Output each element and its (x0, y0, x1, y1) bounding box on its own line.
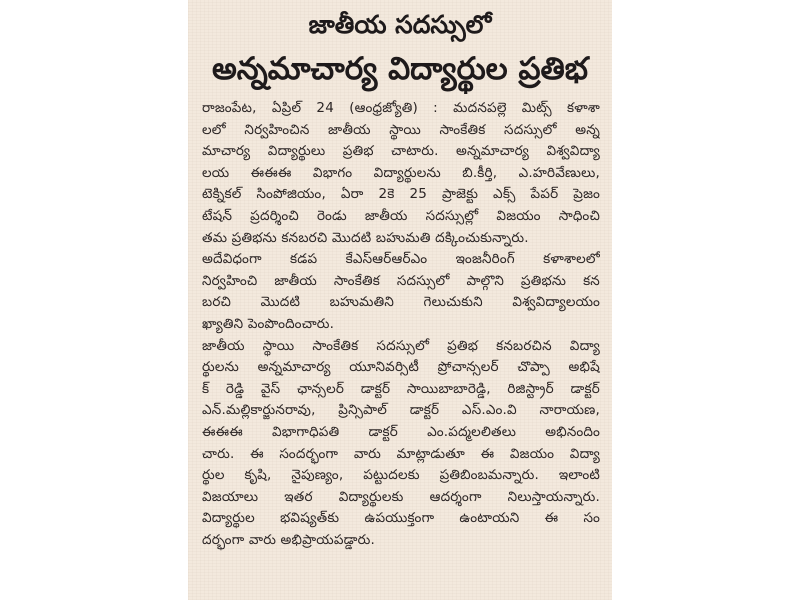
article-line: తమ ప్రతిభను కనబరచి మొదటి బహుమతి దక్కించుకున్నారు. (202, 229, 529, 246)
article-line: అదేవిధంగా కడప కేఎస్ఆర్ఆర్ఎం ఇంజనీరింగ్ కళాశాలలో (202, 251, 600, 268)
article-line: ఖ్యాతిని పెంపొందించారు. (202, 315, 335, 332)
article-line: క్ రెడ్డి వైస్ ఛాన్సలర్ డాక్టర్ సాయిబాబారెడ్డి, రిజిస్ట్రార్ డాక్టర్ (202, 380, 600, 397)
newspaper-clipping (188, 0, 612, 600)
article-line: లయ ఈఈఈ విభాగం విద్యార్థులను బి.కీర్తి, ఎ.హరివేణులు, (202, 164, 600, 181)
article-body (202, 98, 600, 551)
article-line: ర్థుల కృషి, నైపుణ్యం, పట్టుదలకు ప్రతిబింబమన్నారు. ఇలాంటి (202, 467, 600, 484)
headline-line-1: జాతీయ సదస్సులో (308, 10, 492, 39)
article-line: మాచార్య విద్యార్థులు ప్రతిభ చాటారు. అన్నమాచార్య విశ్వవిద్యా (202, 143, 600, 160)
article-line: నిర్వహించి జాతీయ సాంకేతిక సదస్సులో పాల్గొని ప్రతిభను కన (202, 272, 600, 289)
article-line: ఎన్.మల్లికార్జునరావు, ప్రిన్సిపాల్ డాక్టర్ ఎస్.ఎం.వి నారాయణ, (202, 402, 600, 419)
article-line: ర్థులను అన్నమాచార్య యూనివర్సిటీ ప్రోచాన్సలర్ చొప్పా అభిషే (202, 359, 600, 376)
article-line: విజయాలు ఇతర విద్యార్థులకు ఆదర్శంగా నిలుస్తాయన్నారు. (202, 488, 600, 505)
article-line: ఈఈఈ విభాగాధిపతి డాక్టర్ ఎం.పద్మలలితలు అభినందిం (202, 423, 600, 440)
article-line: చారు. ఈ సందర్భంగా వారు మాట్లాడుతూ ఈ విజయం విద్యా (202, 445, 600, 462)
article-line: బరచి మొదటి బహుమతిని గెలుచుకుని విశ్వవిద్యాలయం (202, 294, 600, 311)
article-line: దర్భంగా వారు అభిప్రాయపడ్డారు. (202, 531, 375, 548)
article-line: జాతీయ స్థాయి సాంకేతిక సదస్సులో ప్రతిభ కనబరచిన విద్యా (202, 337, 600, 354)
article-line: లలో నిర్వహించిన జాతీయ స్థాయి సాంకేతిక సదస్సులో అన్న (202, 121, 600, 138)
article-line: టేషన్ ప్రదర్శించి రెండు జాతీయ సదస్సుల్లో విజయం సాధించి (202, 207, 600, 224)
article-line: టెక్నికల్ సింపోజియం, ఏరా 2కె 25 ప్రాజెక్టు ఎక్స్ పేపర్ ప్రెజం (202, 186, 600, 203)
article-line: రాజంపేట, ఏప్రిల్ 24 (ఆంధ్రజ్యోతి) : మదనపల్లె మిట్స్ కళాశా (202, 100, 600, 116)
article-line: విద్యార్థుల భవిష్యత్‌కు ఉపయుక్తంగా ఉంటాయని ఈ సం (202, 510, 600, 527)
headline-line-2: అన్నమాచార్య విద్యార్థుల ప్రతిభ (212, 51, 588, 87)
